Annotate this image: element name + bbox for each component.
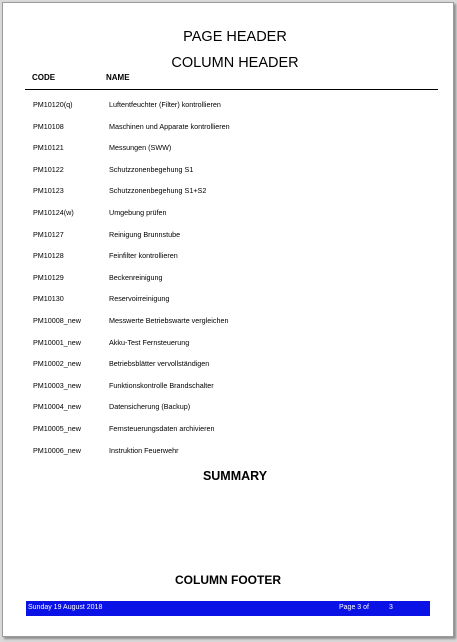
row-code: PM10005_new [33,423,81,433]
table-row [3,337,453,359]
row-name: Luftentfeuchter (Filter) kontrollieren [109,100,221,109]
row-code: PM10122 [33,164,64,174]
code-column-header: CODE [32,73,56,82]
row-name: Schutzzonenbegehung S1 [109,164,194,174]
row-name: Schutzzonenbegehung S1+S2 [109,186,207,196]
table-row [3,121,453,143]
row-code: PM10127 [33,229,64,239]
row-name: Messungen (SWW) [109,143,172,153]
row-code: PM10128 [33,251,64,261]
row-name: Akku-Test Fernsteuerung [109,337,190,347]
footer-date: Sunday 19 August 2018 [28,604,103,611]
table-row [3,250,453,272]
row-name: Feinfilter kontrollieren [109,251,178,261]
table-row [3,229,453,251]
summary-title: SUMMARY [202,469,268,483]
table-row [3,164,453,186]
table-row [3,445,453,467]
row-name: Fernsteuerungsdaten archivieren [109,423,215,433]
table-row [3,185,453,207]
name-column-header: NAME [106,73,130,82]
footer-page-total: 3 [389,604,393,611]
row-name: Reinigung Brunnstube [109,229,181,239]
row-name: Instruktion Feuerwehr [109,445,179,455]
row-name: Datensicherung (Backup) [109,402,191,412]
table-row [3,423,453,445]
row-name: Funktionskontrolle Brandschalter [109,380,214,390]
row-code: PM10004_new [33,402,81,412]
row-name: Maschinen und Apparate kontrollieren [109,121,230,131]
footer-page-of: Page 3 of [339,604,369,611]
table-row [3,358,453,380]
row-code: PM10120(q) [33,100,73,109]
row-name: Betriebsblätter vervollständigen [109,359,210,369]
row-code: PM10121 [33,143,64,153]
table-row [3,401,453,423]
report-rows [3,99,453,466]
row-code: PM10130 [33,294,64,304]
row-code: PM10008_new [33,315,81,325]
page-footer-bar [26,601,430,616]
table-row [3,380,453,402]
table-row [3,99,453,121]
row-name: Reservoirreinigung [109,294,170,304]
row-code: PM10129 [33,272,64,282]
row-name: Beckenreinigung [109,272,163,282]
header-divider [25,89,438,90]
row-code: PM10123 [33,186,64,196]
table-row [3,293,453,315]
report-page [2,2,454,637]
page-header: PAGE HEADER [183,29,287,45]
row-code: PM10002_new [33,359,81,369]
row-code: PM10003_new [33,380,81,390]
row-name: Umgebung prüfen [109,207,167,217]
row-code: PM10001_new [33,337,81,347]
table-row [3,272,453,294]
column-header-title: COLUMN HEADER [171,55,299,71]
row-code: PM10006_new [33,445,81,455]
table-row [3,315,453,337]
row-code: PM10124(w) [33,207,74,217]
table-row [3,207,453,229]
table-row [3,142,453,164]
row-name: Messwerte Betriebswarte vergleichen [109,315,229,325]
column-footer-title: COLUMN FOOTER [175,573,281,587]
row-code: PM10108 [33,121,64,131]
